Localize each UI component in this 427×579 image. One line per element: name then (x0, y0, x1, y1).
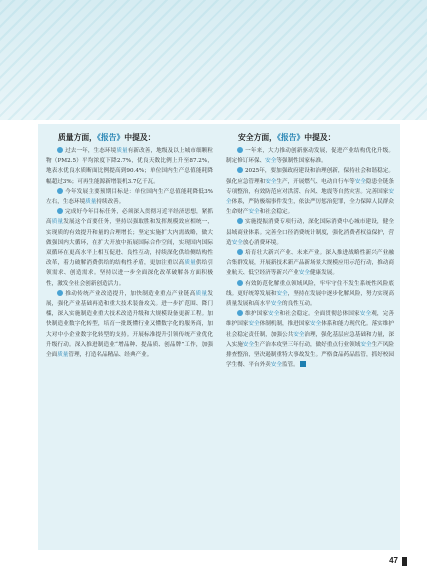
highlighted-keyword: 安全 (231, 239, 243, 246)
highlighted-keyword: 质量 (184, 260, 196, 267)
paragraph-text: 治理，强化基层应急基础和力量，深入实施 (226, 331, 394, 348)
paragraph-text: ，坚持在发展中逐步化解风险，努力实现高质量发展和高水平 (226, 290, 394, 308)
paragraph-text: 生产治本攻坚三年行动，做好重点行业领域 (254, 341, 361, 348)
safety-section (218, 124, 400, 550)
highlighted-keyword: 安全 (293, 331, 305, 338)
paragraph-text: 和社会稳定。 (259, 209, 294, 216)
paragraph-text: 供给引领需求、创造需求。坚持以进一步全面深化改革破解各方面积极性，激发全社会创新创造活力。 (46, 260, 213, 287)
bullet-icon (237, 218, 243, 224)
highlighted-keyword: 质量 (85, 199, 97, 206)
highlighted-keyword: 质量 (51, 219, 64, 226)
paragraph-text: 生产风险排查整治，坚决遏制重特大事故发生。严格食品药品监管，抓好校园学生餐、平台外卖 (226, 341, 394, 369)
highlighted-keyword: 质量 (195, 290, 208, 297)
paragraph-text: 管理，打造名品精品、经典产业。 (68, 352, 153, 359)
paragraph-text: 一年来，大力推动创新驱动发展，促进产业结构优化升级。制定修订环保、 (226, 148, 394, 165)
highlighted-keyword: 安全 (359, 311, 372, 318)
highlighted-keyword: 安全 (270, 301, 282, 308)
quality-paragraph-4 (46, 289, 213, 360)
quality-section (38, 124, 219, 550)
highlighted-keyword: 安全 (248, 209, 260, 216)
bullet-icon (237, 249, 243, 255)
bullet-icon (57, 147, 63, 153)
highlighted-keyword: 安全 (298, 270, 310, 277)
article-body (38, 124, 400, 550)
paragraph-text: 等强制性国家标准。 (276, 158, 327, 165)
highlighted-keyword: 安全 (265, 158, 277, 165)
paragraph-text: 有效防范化解重点领域风险，牢牢守住不发生系统性风险底线。更好统筹发展和 (226, 280, 394, 297)
safety-paragraph-6 (226, 309, 394, 370)
paragraph-text: 维护国家 (245, 311, 269, 318)
paragraph-text: 有新改善，地级及以上城市细颗粒物（PM2.5）平均浓度下降2.7%，优良天数比例上升至87.2%，地表水优良水质断面比例提高到90.4%；单位国内生产总值能耗降幅超过3%；可再生能源新增装机3.7亿千瓦。 (46, 148, 213, 185)
bullet-icon (237, 280, 243, 286)
end-mark-icon (300, 361, 306, 367)
paragraph-text: 体系和能力现代化。落实维护社会稳定责任制，加强公共 (226, 321, 394, 338)
bullet-icon (237, 167, 243, 173)
paragraph-text: 过去一年，生态环境 (65, 148, 117, 154)
safety-paragraph-3 (226, 217, 394, 248)
paragraph-text: 持续改善。 (96, 199, 125, 206)
quality-paragraph-2 (46, 187, 213, 207)
safety-paragraph-2 (226, 166, 394, 217)
bullet-icon (57, 188, 63, 194)
safety-paragraph-4 (226, 248, 394, 279)
page-number-bar-icon (402, 557, 407, 566)
bullet-icon (237, 310, 243, 316)
paragraph-text: 实施提振消费专项行动，深化国际消费中心城市建设，健全县域商业体系。完善全口径消费统计制度，强化消费者权益保护，营造 (226, 219, 394, 246)
highlighted-keyword: 安全 (248, 321, 260, 328)
quality-paragraph-1 (46, 146, 213, 187)
paragraph-text: 隐患全链条专项整治，有效防范应对洪涝、台风、地震等自然灾害。完善国家 (226, 178, 394, 195)
header-background-pattern (0, 0, 427, 120)
highlighted-keyword: 安全 (226, 188, 394, 206)
highlighted-keyword: 安全 (270, 362, 282, 369)
page-number: 47 (389, 556, 398, 565)
highlighted-keyword: 安全 (354, 178, 366, 185)
paragraph-text: 体制机制，推进国家 (259, 321, 310, 328)
quality-paragraph-3 (46, 207, 213, 289)
paragraph-text: 生产，开展燃气、电动自行车等 (276, 178, 355, 185)
paragraph-text: 放心消费环境。 (242, 239, 282, 246)
paragraph-text: 健康发展。 (309, 270, 338, 277)
safety-heading: 安全方面，《报告》中提及： (238, 133, 336, 142)
highlighted-keyword: 安全 (242, 341, 254, 348)
highlighted-keyword: 安全 (309, 321, 322, 328)
paragraph-text: 监管。 (281, 362, 299, 369)
highlighted-keyword: 质量 (57, 352, 69, 359)
paragraph-text: 发展，强化产业基础再造和重大技术装备攻关。进一步扩范围、降门槛，深入实施制造业重大技术改造升级和大规模设备更新工程。加快制造业数字化转型，培育一批既懂行业又懂数字化的服务商，加大对中小企业数字化转型的支持。开展标准提升引领传统产业优化升级行动。深入推进制造业“增品种、提品质、创品牌”工作，加强全面 (46, 290, 213, 359)
paragraph-text: 2025年，要加强政府建设和治理创新，保持社会和谐稳定。强化应急管理和 (226, 168, 394, 185)
bullet-icon (57, 208, 63, 214)
paragraph-text: 和社会稳定。全面贯彻总体国家 (279, 311, 360, 318)
paragraph-text: 推动传统产业改造提升，加快制造业重点产业链高 (65, 290, 196, 297)
paragraph-text: 发展这个首要任务，坚持以强取胜和发挥规模效应相统一，实现质的有效提升和量的合理增长；坚定实施扩大内需战略，做大做强国内大循环，在扩大开放中拓展国际合作空间，实现国内国际双循环在更高水平上相互促进、良性互动，持续深化供给侧结构性改革，着力破解消费供给的结构性矛盾，更加注重以高 (46, 219, 213, 267)
paragraph-text: 完成好今年目标任务，必须深入贯彻习近平经济思想，紧抓高 (46, 209, 213, 226)
highlighted-keyword: 安全 (276, 290, 288, 297)
paragraph-text: 的良性互动。 (281, 301, 316, 308)
highlighted-keyword: 安全 (360, 341, 372, 348)
paragraph-text: 培育壮大新兴产业、未来产业。深入推进战略性新兴产业融合集群发展，开展新技术新产品新场景大规模应用示范行动，推动商业航天、低空经济等新兴产业 (226, 250, 394, 277)
paragraph-text: 今年发展主要预期目标是：单位国内生产总值能耗降低3%左右，生态环境 (46, 188, 213, 206)
highlighted-keyword: 质量 (116, 148, 128, 154)
safety-paragraph-5 (226, 279, 394, 310)
bullet-icon (57, 290, 63, 296)
bullet-icon (237, 147, 243, 153)
highlighted-keyword: 安全 (265, 178, 277, 185)
safety-paragraph-1 (226, 146, 394, 166)
quality-heading: 质量方面，《报告》中提及： (58, 133, 156, 142)
highlighted-keyword: 安全 (268, 311, 280, 318)
paragraph-text: 体系，严防极端事件发生，依法严厉惩治犯罪，全力保障人民群众生命财产 (226, 199, 394, 216)
paragraph-text: 观，完善维护国家 (226, 311, 394, 328)
page-footer (0, 556, 427, 576)
